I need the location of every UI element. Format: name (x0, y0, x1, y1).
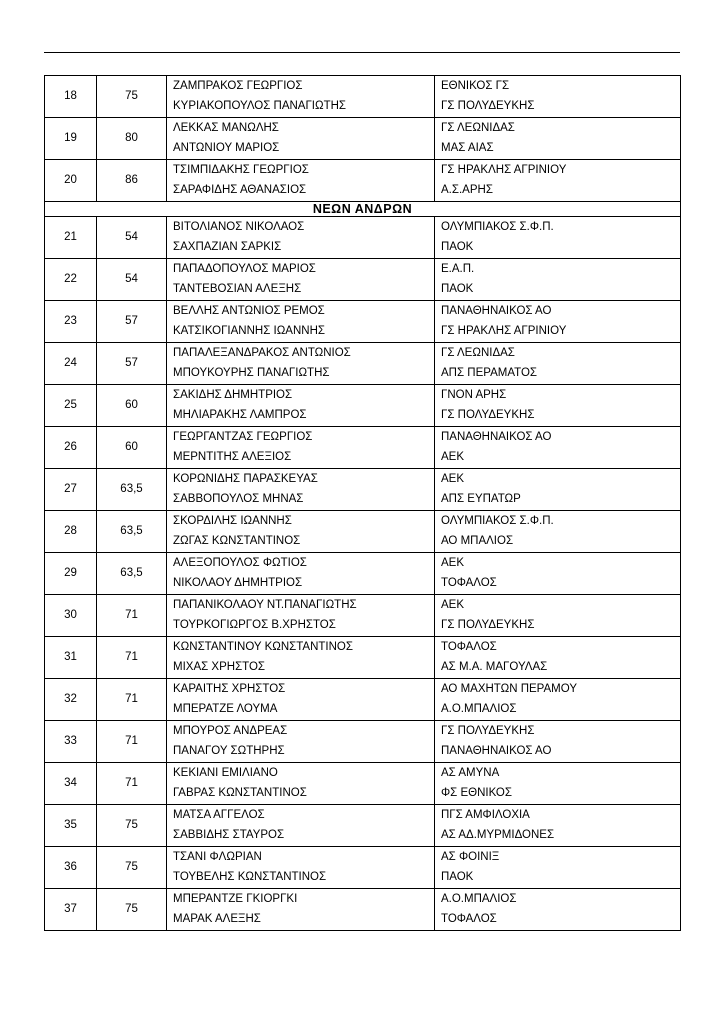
athlete-names-cell (167, 217, 435, 259)
table-row (45, 763, 681, 805)
athlete-name: ΖΑΜΠΡΑΚΟΣ ΓΕΩΡΓΙΟΣ (173, 80, 303, 92)
athlete-name: ΜΗΛΙΑΡΑΚΗΣ ΛΑΜΠΡΟΣ (173, 408, 307, 421)
entry-number-cell: 36 (45, 847, 97, 889)
athlete-names-cell (167, 679, 435, 721)
athlete-name: ΜΙΧΑΣ ΧΡΗΣΤΟΣ (173, 660, 266, 673)
athlete-name: ΤΣΑΝΙ ΦΛΩΡΙΑΝ (173, 851, 262, 863)
entry-number-cell: 18 (45, 76, 97, 118)
club-name: ΠΑΟΚ (441, 240, 474, 253)
entry-number-cell: 27 (45, 469, 97, 511)
weight-category-cell: 63,5 (97, 553, 167, 595)
entry-number-cell: 25 (45, 385, 97, 427)
club-name: Α.Ο.ΜΠΑΛΙΟΣ (441, 702, 517, 715)
entry-number-cell: 23 (45, 301, 97, 343)
athlete-names-cell (167, 553, 435, 595)
table-row (45, 76, 681, 118)
weight-category-cell: 60 (97, 385, 167, 427)
athlete-names-cell (167, 343, 435, 385)
athlete-name: ΣΑΧΠΑΖΙΑΝ ΣΑΡΚΙΣ (173, 240, 282, 253)
weight-category-cell: 75 (97, 847, 167, 889)
club-names-cell (435, 217, 681, 259)
athlete-name: ΜΕΡΝΤΙΤΗΣ ΑΛΕΞΙΟΣ (173, 450, 292, 463)
athlete-names-cell (167, 469, 435, 511)
club-name: ΑΣ ΑΔ.ΜΥΡΜΙΔΟΝΕΣ (441, 828, 555, 841)
club-name: ΑΕΚ (441, 450, 465, 463)
athlete-name: ΒΙΤΟΛΙΑΝΟΣ ΝΙΚΟΛΑΟΣ (173, 221, 305, 233)
athlete-names-cell (167, 889, 435, 931)
athlete-names-cell (167, 721, 435, 763)
athlete-name: ΤΟΥΡΚΟΓΙΩΡΓΟΣ Β.ΧΡΗΣΤΟΣ (173, 618, 336, 631)
club-names-cell (435, 511, 681, 553)
table-row (45, 385, 681, 427)
athlete-names-cell (167, 259, 435, 301)
athlete-name: ΜΠΟΥΚΟΥΡΗΣ ΠΑΝΑΓΙΩΤΗΣ (173, 366, 330, 379)
weight-category-cell: 71 (97, 595, 167, 637)
athlete-names-cell (167, 805, 435, 847)
athlete-name: ΚΕΚΙΑΝΙ ΕΜΙΛΙΑΝΟ (173, 767, 278, 779)
athlete-name: ΤΑΝΤΕΒΟΣΙΑΝ ΑΛΕΞΗΣ (173, 282, 302, 295)
club-name: ΠΑΝΑΘΗΝΑΙΚΟΣ ΑΟ (441, 305, 552, 317)
table-row (45, 595, 681, 637)
weight-category-cell: 75 (97, 889, 167, 931)
athlete-names-cell (167, 847, 435, 889)
weight-category-cell: 86 (97, 160, 167, 202)
entry-number-cell: 29 (45, 553, 97, 595)
athlete-name: ΠΑΠΑΛΕΞΑΝΔΡΑΚΟΣ ΑΝΤΩΝΙΟΣ (173, 347, 351, 359)
entry-number-cell: 22 (45, 259, 97, 301)
club-names-cell (435, 160, 681, 202)
athlete-name: ΜΠΕΡΑΤΖΕ ΛΟΥΜΑ (173, 702, 278, 715)
table-row (45, 679, 681, 721)
club-names-cell (435, 469, 681, 511)
entry-number-cell: 32 (45, 679, 97, 721)
club-name: ΦΣ ΕΘΝΙΚΟΣ (441, 786, 512, 799)
athlete-name: ΑΝΤΩΝΙΟΥ ΜΑΡΙΟΣ (173, 141, 280, 154)
club-name: ΠΑΟΚ (441, 282, 474, 295)
club-name: ΤΟΦΑΛΟΣ (441, 912, 497, 925)
entry-number-cell: 28 (45, 511, 97, 553)
entry-number-cell: 24 (45, 343, 97, 385)
athlete-names-cell (167, 763, 435, 805)
club-name: ΠΑΝΑΘΗΝΑΙΚΟΣ ΑΟ (441, 744, 552, 757)
entry-number-cell: 35 (45, 805, 97, 847)
club-name: ΟΛΥΜΠΙΑΚΟΣ Σ.Φ.Π. (441, 221, 554, 233)
entry-number-cell: 33 (45, 721, 97, 763)
athlete-name: ΒΕΛΛΗΣ ΑΝΤΩΝΙΟΣ ΡΕΜΟΣ (173, 305, 325, 317)
weight-category-cell: 71 (97, 721, 167, 763)
club-name: ΑΕΚ (441, 557, 465, 569)
table-row (45, 637, 681, 679)
weight-category-cell: 71 (97, 763, 167, 805)
weight-category-cell: 57 (97, 343, 167, 385)
weight-category-cell: 71 (97, 679, 167, 721)
club-name: ΑΠΣ ΕΥΠΑΤΩΡ (441, 492, 521, 505)
club-name: ΑΣ ΑΜΥΝΑ (441, 767, 500, 779)
header-rule (44, 52, 680, 53)
table-row (45, 805, 681, 847)
club-names-cell (435, 805, 681, 847)
weight-category-cell: 63,5 (97, 469, 167, 511)
club-names-cell (435, 595, 681, 637)
athlete-name: ΜΠΟΥΡΟΣ ΑΝΔΡΕΑΣ (173, 725, 288, 737)
athlete-name: ΤΟΥΒΕΛΗΣ ΚΩΝΣΤΑΝΤΙΝΟΣ (173, 870, 327, 883)
table-row (45, 259, 681, 301)
athlete-name: ΚΩΝΣΤΑΝΤΙΝΟΥ ΚΩΝΣΤΑΝΤΙΝΟΣ (173, 641, 353, 653)
club-name: ΑΟ ΜΠΑΛΙΟΣ (441, 534, 514, 547)
athlete-name: ΑΛΕΞΟΠΟΥΛΟΣ ΦΩΤΙΟΣ (173, 557, 307, 569)
club-names-cell (435, 847, 681, 889)
weight-category-cell: 54 (97, 259, 167, 301)
weight-category-cell: 75 (97, 76, 167, 118)
club-name: ΑΕΚ (441, 599, 465, 611)
club-names-cell (435, 301, 681, 343)
club-name: ΠΑΟΚ (441, 870, 474, 883)
club-name: ΤΟΦΑΛΟΣ (441, 576, 497, 589)
club-names-cell (435, 763, 681, 805)
athlete-name: ΖΩΓΑΣ ΚΩΝΣΤΑΝΤΙΝΟΣ (173, 534, 301, 547)
club-name: ΟΛΥΜΠΙΑΚΟΣ Σ.Φ.Π. (441, 515, 554, 527)
roster-table (44, 75, 681, 931)
club-names-cell (435, 259, 681, 301)
section-header-row (45, 202, 681, 217)
table-row (45, 889, 681, 931)
athlete-name: ΜΠΕΡΑΝΤΖΕ ΓΚΙΟΡΓΚΙ (173, 893, 298, 905)
weight-category-cell: 75 (97, 805, 167, 847)
athlete-name: ΜΑΡΑΚ ΑΛΕΞΗΣ (173, 912, 261, 925)
athlete-name: ΜΑΤΣΑ ΑΓΓΕΛΟΣ (173, 809, 265, 821)
athlete-name: ΓΑΒΡΑΣ ΚΩΝΣΤΑΝΤΙΝΟΣ (173, 786, 307, 799)
weight-category-cell: 80 (97, 118, 167, 160)
club-name: Α.Ο.ΜΠΑΛΙΟΣ (441, 893, 517, 905)
table-row (45, 553, 681, 595)
club-name: Α.Σ.ΑΡΗΣ (441, 183, 493, 196)
entry-number-cell: 37 (45, 889, 97, 931)
club-name: ΓΣ ΠΟΛΥΔΕΥΚΗΣ (441, 618, 535, 631)
athlete-name: ΣΑΒΒΟΠΟΥΛΟΣ ΜΗΝΑΣ (173, 492, 304, 505)
club-names-cell (435, 76, 681, 118)
athlete-name: ΠΑΠΑΔΟΠΟΥΛΟΣ ΜΑΡΙΟΣ (173, 263, 316, 275)
weight-category-cell: 57 (97, 301, 167, 343)
club-name: ΕΘΝΙΚΟΣ ΓΣ (441, 80, 510, 92)
table-row (45, 217, 681, 259)
club-name: ΑΣ ΦΟΙΝΙΞ (441, 851, 500, 863)
athlete-names-cell (167, 595, 435, 637)
athlete-names-cell (167, 637, 435, 679)
athlete-names-cell (167, 427, 435, 469)
club-name: ΠΓΣ ΑΜΦΙΛΟΧΙΑ (441, 809, 530, 821)
club-name: ΓΣ ΠΟΛΥΔΕΥΚΗΣ (441, 725, 535, 737)
entry-number-cell: 26 (45, 427, 97, 469)
table-row (45, 469, 681, 511)
athlete-name: ΚΟΡΩΝΙΔΗΣ ΠΑΡΑΣΚΕΥΑΣ (173, 473, 318, 485)
club-names-cell (435, 385, 681, 427)
club-names-cell (435, 637, 681, 679)
club-name: ΓΣ ΛΕΩΝΙΔΑΣ (441, 347, 515, 359)
weight-category-cell: 60 (97, 427, 167, 469)
athlete-name: ΣΑΚΙΔΗΣ ΔΗΜΗΤΡΙΟΣ (173, 389, 293, 401)
athlete-name: ΚΑΤΣΙΚΟΓΙΑΝΝΗΣ ΙΩΑΝΝΗΣ (173, 324, 325, 337)
club-name: ΤΟΦΑΛΟΣ (441, 641, 497, 653)
club-name: ΓΣ ΗΡΑΚΛΗΣ ΑΓΡΙΝΙΟΥ (441, 324, 567, 337)
club-name: ΓΣ ΛΕΩΝΙΔΑΣ (441, 122, 515, 134)
club-names-cell (435, 889, 681, 931)
entry-number-cell: 20 (45, 160, 97, 202)
entry-number-cell: 19 (45, 118, 97, 160)
entry-number-cell: 31 (45, 637, 97, 679)
athlete-names-cell (167, 118, 435, 160)
club-names-cell (435, 343, 681, 385)
club-names-cell (435, 679, 681, 721)
weight-category-cell: 63,5 (97, 511, 167, 553)
table-row (45, 343, 681, 385)
athlete-name: ΤΣΙΜΠΙΔΑΚΗΣ ΓΕΩΡΓΙΟΣ (173, 164, 309, 176)
athlete-names-cell (167, 511, 435, 553)
club-names-cell (435, 427, 681, 469)
athlete-name: ΛΕΚΚΑΣ ΜΑΝΩΛΗΣ (173, 122, 279, 134)
table-row (45, 301, 681, 343)
athlete-name: ΣΑΒΒΙΔΗΣ ΣΤΑΥΡΟΣ (173, 828, 285, 841)
club-name: ΓΣ ΗΡΑΚΛΗΣ ΑΓΡΙΝΙΟΥ (441, 164, 567, 176)
club-name: ΠΑΝΑΘΗΝΑΙΚΟΣ ΑΟ (441, 431, 552, 443)
club-name: Ε.Α.Π. (441, 263, 475, 275)
club-name: ΓΣ ΠΟΛΥΔΕΥΚΗΣ (441, 408, 535, 421)
table-row (45, 721, 681, 763)
entry-number-cell: 30 (45, 595, 97, 637)
club-name: ΑΣ Μ.Α. ΜΑΓΟΥΛΑΣ (441, 660, 548, 673)
athlete-name: ΝΙΚΟΛΑΟΥ ΔΗΜΗΤΡΙΟΣ (173, 576, 303, 589)
club-names-cell (435, 721, 681, 763)
club-names-cell (435, 553, 681, 595)
club-name: ΑΟ ΜΑΧΗΤΩΝ ΠΕΡΑΜΟΥ (441, 683, 577, 695)
table-row (45, 427, 681, 469)
weight-category-cell: 54 (97, 217, 167, 259)
athlete-name: ΚΥΡΙΑΚΟΠΟΥΛΟΣ ΠΑΝΑΓΙΩΤΗΣ (173, 99, 347, 112)
table-row (45, 160, 681, 202)
section-header-label: ΝΕΩΝ ΑΝΔΡΩΝ (45, 202, 681, 217)
athlete-names-cell (167, 76, 435, 118)
athlete-name: ΠΑΝΑΓΟΥ ΣΩΤΗΡΗΣ (173, 744, 285, 757)
weight-category-cell: 71 (97, 637, 167, 679)
club-names-cell (435, 118, 681, 160)
athlete-names-cell (167, 301, 435, 343)
club-name: ΓΝΟΝ ΑΡΗΣ (441, 389, 507, 401)
club-name: ΑΠΣ ΠΕΡΑΜΑΤΟΣ (441, 366, 538, 379)
table-row (45, 511, 681, 553)
club-name: ΜΑΣ ΑΙΑΣ (441, 141, 494, 154)
entry-number-cell: 21 (45, 217, 97, 259)
athlete-name: ΓΕΩΡΓΑΝΤΖΑΣ ΓΕΩΡΓΙΟΣ (173, 431, 313, 443)
entry-number-cell: 34 (45, 763, 97, 805)
athlete-name: ΠΑΠΑΝΙΚΟΛΑΟΥ ΝΤ.ΠΑΝΑΓΙΩΤΗΣ (173, 599, 357, 611)
club-name: ΓΣ ΠΟΛΥΔΕΥΚΗΣ (441, 99, 535, 112)
club-name: ΑΕΚ (441, 473, 465, 485)
athlete-name: ΚΑΡΑΙΤΗΣ ΧΡΗΣΤΟΣ (173, 683, 286, 695)
roster-table-body (45, 76, 681, 931)
athlete-names-cell (167, 385, 435, 427)
table-row (45, 847, 681, 889)
table-row (45, 118, 681, 160)
athlete-names-cell (167, 160, 435, 202)
athlete-name: ΣΚΟΡΔΙΛΗΣ ΙΩΑΝΝΗΣ (173, 515, 292, 527)
athlete-name: ΣΑΡΑΦΙΔΗΣ ΑΘΑΝΑΣΙΟΣ (173, 183, 307, 196)
